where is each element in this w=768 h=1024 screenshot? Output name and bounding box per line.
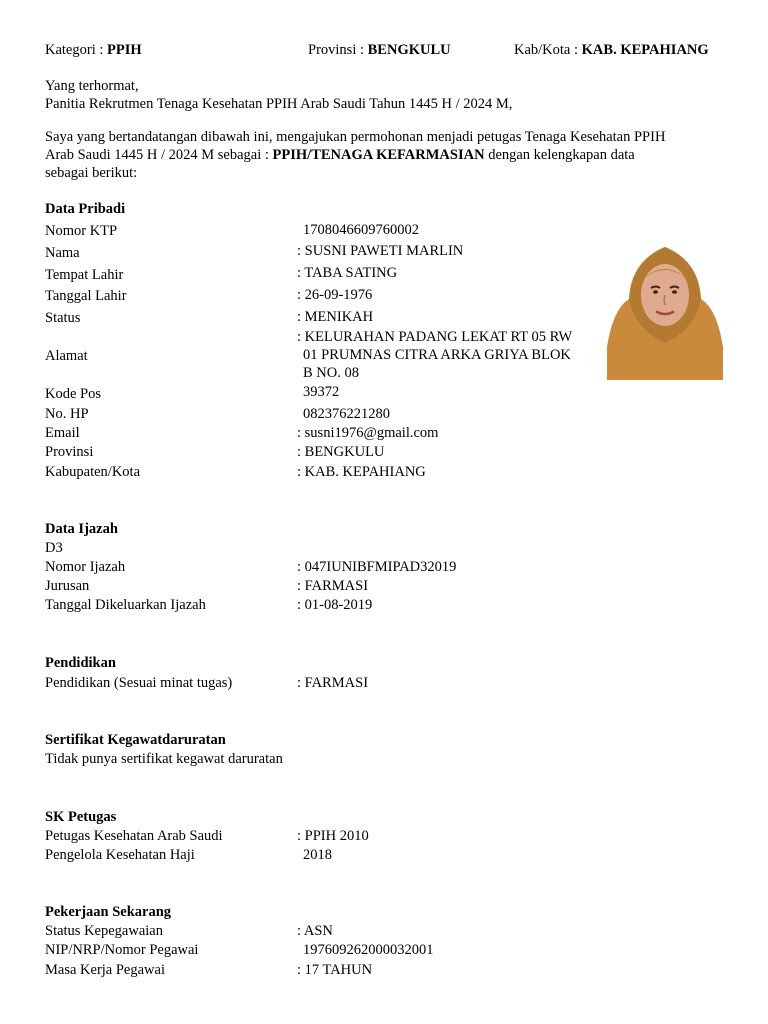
value-petugas-kesehatan: : PPIH 2010: [297, 828, 369, 844]
label-nip: NIP/NRP/Nomor Pegawai: [45, 942, 199, 958]
jenjang-ijazah: D3: [45, 540, 63, 556]
section-pekerjaan: Pekerjaan Sekarang: [45, 904, 172, 920]
label-status: Status: [45, 310, 81, 326]
header-kabkota: [514, 41, 709, 60]
label-no-hp: No. HP: [45, 406, 89, 422]
value-tempat-lahir: : TABA SATING: [297, 265, 398, 281]
section-data-ijazah: Data Ijazah: [45, 521, 118, 537]
label-tanggal-lahir: Tanggal Lahir: [45, 288, 127, 304]
value-tanggal-ijazah: : 01-08-2019: [297, 597, 373, 613]
value-provinsi: : BENGKULU: [297, 444, 385, 460]
value-status-kepegawaian: : ASN: [297, 923, 333, 939]
label-kabupaten: Kabupaten/Kota: [45, 464, 141, 480]
greeting: Yang terhormat,: [45, 78, 139, 94]
label-email: Email: [45, 425, 80, 441]
value-pendidikan: : FARMASI: [297, 675, 369, 691]
label-nomor-ijazah: Nomor Ijazah: [45, 559, 126, 575]
value-masa-kerja: : 17 TAHUN: [297, 962, 373, 978]
kabkota-label: Kab/Kota :: [514, 42, 579, 58]
value-nomor-ktp: 1708046609760002: [303, 222, 419, 238]
value-email: : susni1976@gmail.com: [297, 425, 439, 441]
recipient: Panitia Rekrutmen Tenaga Kesehatan PPIH Arab Saudi Tahun 1445 H / 2024 M,: [45, 96, 513, 112]
label-kode-pos: Kode Pos: [45, 386, 101, 402]
value-alamat-line-3: B NO. 08: [303, 365, 359, 381]
intro-line-2: [45, 146, 635, 165]
applicant-photo: [607, 239, 723, 380]
value-nama: : SUSNI PAWETI MARLIN: [297, 243, 464, 259]
intro-line-1: Saya yang bertandatangan dibawah ini, mengajukan permohonan menjadi petugas Tenaga Kesehatan PPIH: [45, 129, 666, 145]
header-provinsi: [308, 41, 451, 60]
section-pendidikan: Pendidikan: [45, 655, 116, 671]
value-kabupaten: : KAB. KEPAHIANG: [297, 464, 426, 480]
label-petugas-kesehatan: Petugas Kesehatan Arab Saudi: [45, 828, 223, 844]
section-sk-petugas: SK Petugas: [45, 809, 117, 825]
position-applied: PPIH/TENAGA KEFARMASIAN: [272, 147, 485, 163]
value-jurusan: : FARMASI: [297, 578, 369, 594]
value-alamat-line-1: : KELURAHAN PADANG LEKAT RT 05 RW: [297, 329, 573, 345]
section-sertifikat: Sertifikat Kegawatdaruratan: [45, 732, 226, 748]
label-pendidikan: Pendidikan (Sesuai minat tugas): [45, 675, 233, 691]
header-kategori: [45, 41, 142, 60]
provinsi-label: Provinsi :: [308, 42, 364, 58]
kategori-value: PPIH: [107, 42, 142, 58]
label-masa-kerja: Masa Kerja Pegawai: [45, 962, 165, 978]
value-no-hp: 082376221280: [303, 406, 390, 422]
label-tempat-lahir: Tempat Lahir: [45, 267, 124, 283]
label-status-kepegawaian: Status Kepegawaian: [45, 923, 163, 939]
intro-line-2-pre: Arab Saudi 1445 H / 2024 M sebagai :: [45, 147, 269, 163]
intro-line-3: sebagai berikut:: [45, 165, 138, 181]
kategori-label: Kategori :: [45, 42, 104, 58]
provinsi-value: BENGKULU: [367, 42, 451, 58]
label-alamat: Alamat: [45, 348, 88, 364]
value-nomor-ijazah: : 047IUNIBFMIPAD32019: [297, 559, 457, 575]
applicant-portrait: [607, 239, 723, 380]
value-status: : MENIKAH: [297, 309, 374, 325]
section-data-pribadi: Data Pribadi: [45, 201, 126, 217]
value-alamat-line-2: 01 PRUMNAS CITRA ARKA GRIYA BLOK: [303, 347, 571, 363]
label-jurusan: Jurusan: [45, 578, 90, 594]
value-pengelola-kesehatan: 2018: [303, 847, 332, 863]
label-nama: Nama: [45, 245, 80, 261]
sertifikat-text: Tidak punya sertifikat kegawat daruratan: [45, 751, 283, 767]
label-tanggal-ijazah: Tanggal Dikeluarkan Ijazah: [45, 597, 206, 613]
label-pengelola-kesehatan: Pengelola Kesehatan Haji: [45, 847, 195, 863]
kabkota-value: KAB. KEPAHIANG: [581, 42, 709, 58]
value-nip: 197609262000032001: [303, 942, 434, 958]
value-kode-pos: 39372: [303, 384, 340, 400]
intro-line-2-post: dengan kelengkapan data: [488, 147, 635, 163]
label-nomor-ktp: Nomor KTP: [45, 223, 118, 239]
value-tanggal-lahir: : 26-09-1976: [297, 287, 373, 303]
label-provinsi: Provinsi: [45, 444, 94, 460]
